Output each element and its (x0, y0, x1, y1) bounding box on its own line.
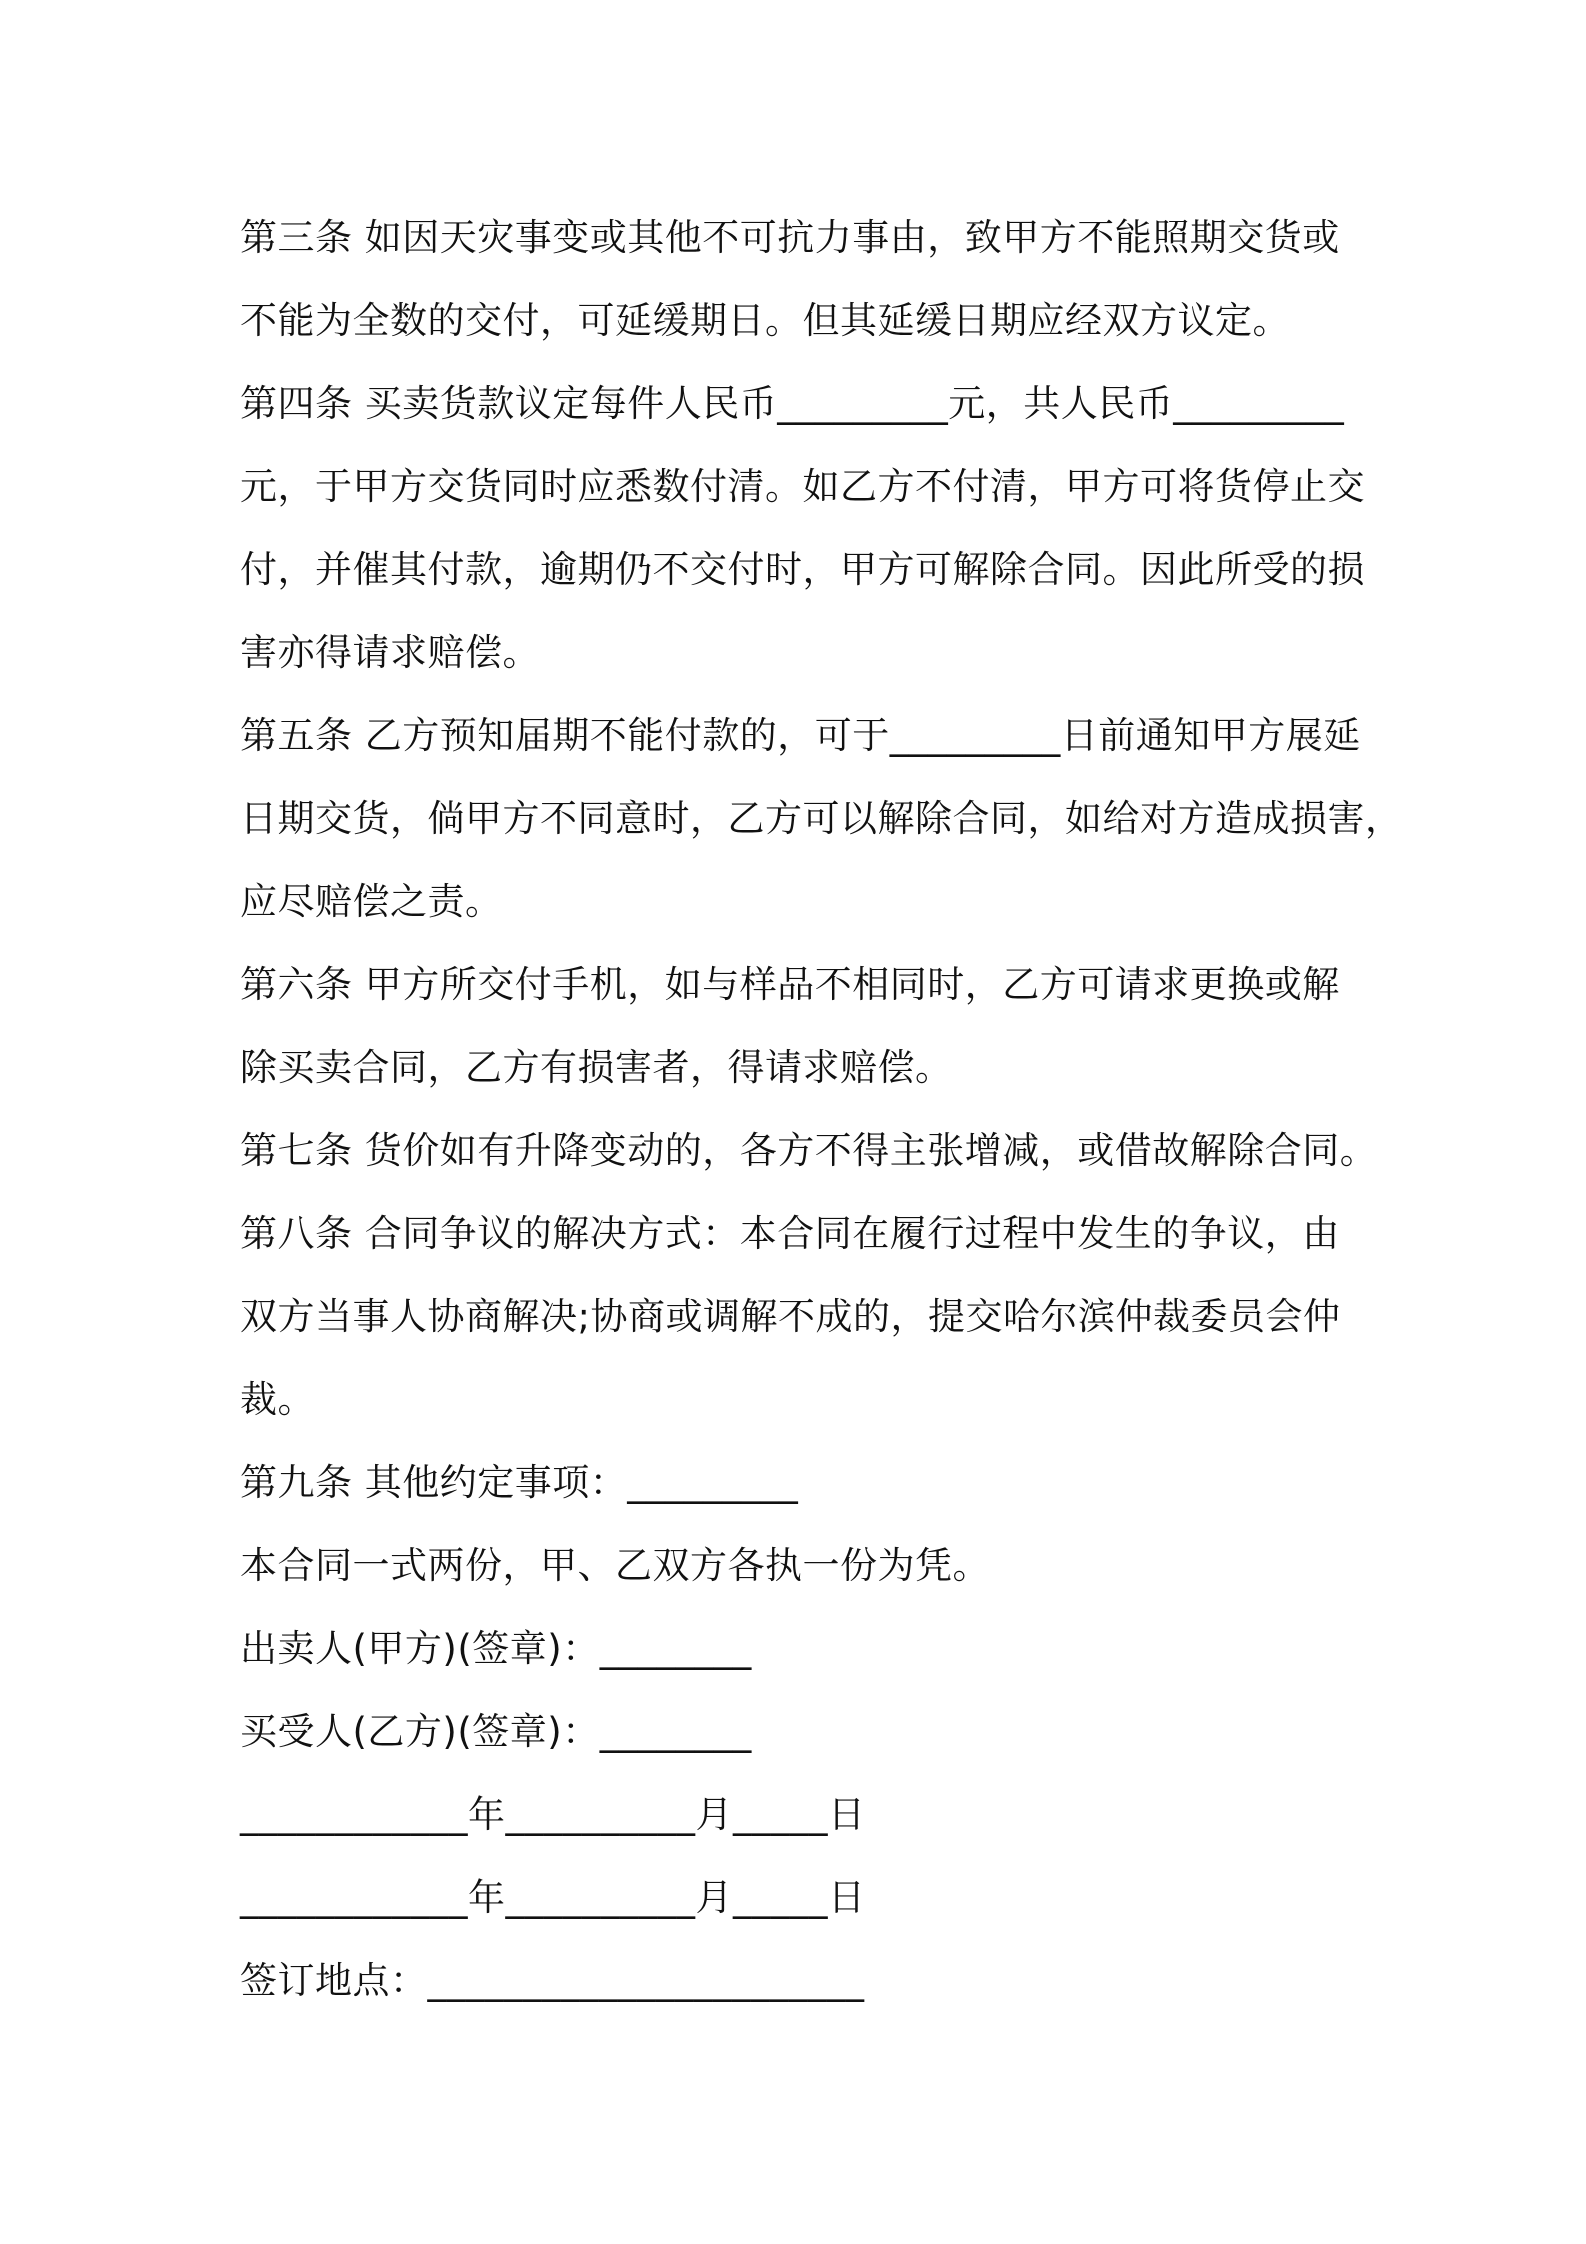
date-line-1: ____________年__________月_____日 (240, 1793, 866, 1836)
date-line-2: ____________年__________月_____日 (240, 1876, 866, 1919)
article-8-line-2: 双方当事人协商解决;协商或调解不成的，提交哈尔滨仲裁委员会仲 (240, 1295, 1341, 1338)
signing-location-line: 签订地点：_______________________ (240, 1959, 865, 2002)
article-6-line-2: 除买卖合同，乙方有损害者，得请求赔偿。 (240, 1046, 953, 1089)
buyer-signature-line: 买受人(乙方)(签章)：________ (240, 1710, 752, 1753)
article-5-line-3: 应尽赔偿之责。 (240, 880, 503, 923)
article-7-line-1: 第七条 货价如有升降变动的，各方不得主张增减，或借故解除合同。 (240, 1129, 1378, 1172)
contract-body (240, 196, 1403, 2022)
article-3-line-1: 第三条 如因天灾事变或其他不可抗力事由，致甲方不能照期交货或 (240, 216, 1340, 259)
article-8-line-1: 第八条 合同争议的解决方式：本合同在履行过程中发生的争议，由 (240, 1212, 1340, 1255)
article-4-line-4: 害亦得请求赔偿。 (240, 631, 540, 674)
seller-signature-line: 出卖人(甲方)(签章)：________ (240, 1627, 752, 1670)
article-4-line-1: 第四条 买卖货款议定每件人民币_________元，共人民币_________ (240, 382, 1345, 425)
article-5-line-1: 第五条 乙方预知届期不能付款的，可于_________日前通知甲方展延 (240, 714, 1361, 757)
article-9-line-1: 第九条 其他约定事项：_________ (240, 1461, 799, 1504)
copies-statement: 本合同一式两份，甲、乙双方各执一份为凭。 (240, 1544, 990, 1587)
article-8-line-3: 裁。 (240, 1378, 315, 1421)
article-5-line-2: 日期交货，倘甲方不同意时，乙方可以解除合同，如给对方造成损害， (240, 797, 1403, 840)
article-4-line-3: 付，并催其付款，逾期仍不交付时，甲方可解除合同。因此所受的损 (240, 548, 1365, 591)
article-4-line-2: 元，于甲方交货同时应悉数付清。如乙方不付清，甲方可将货停止交 (240, 465, 1365, 508)
article-3-line-2: 不能为全数的交付，可延缓期日。但其延缓日期应经双方议定。 (240, 299, 1290, 342)
article-6-line-1: 第六条 甲方所交付手机，如与样品不相同时，乙方可请求更换或解 (240, 963, 1340, 1006)
